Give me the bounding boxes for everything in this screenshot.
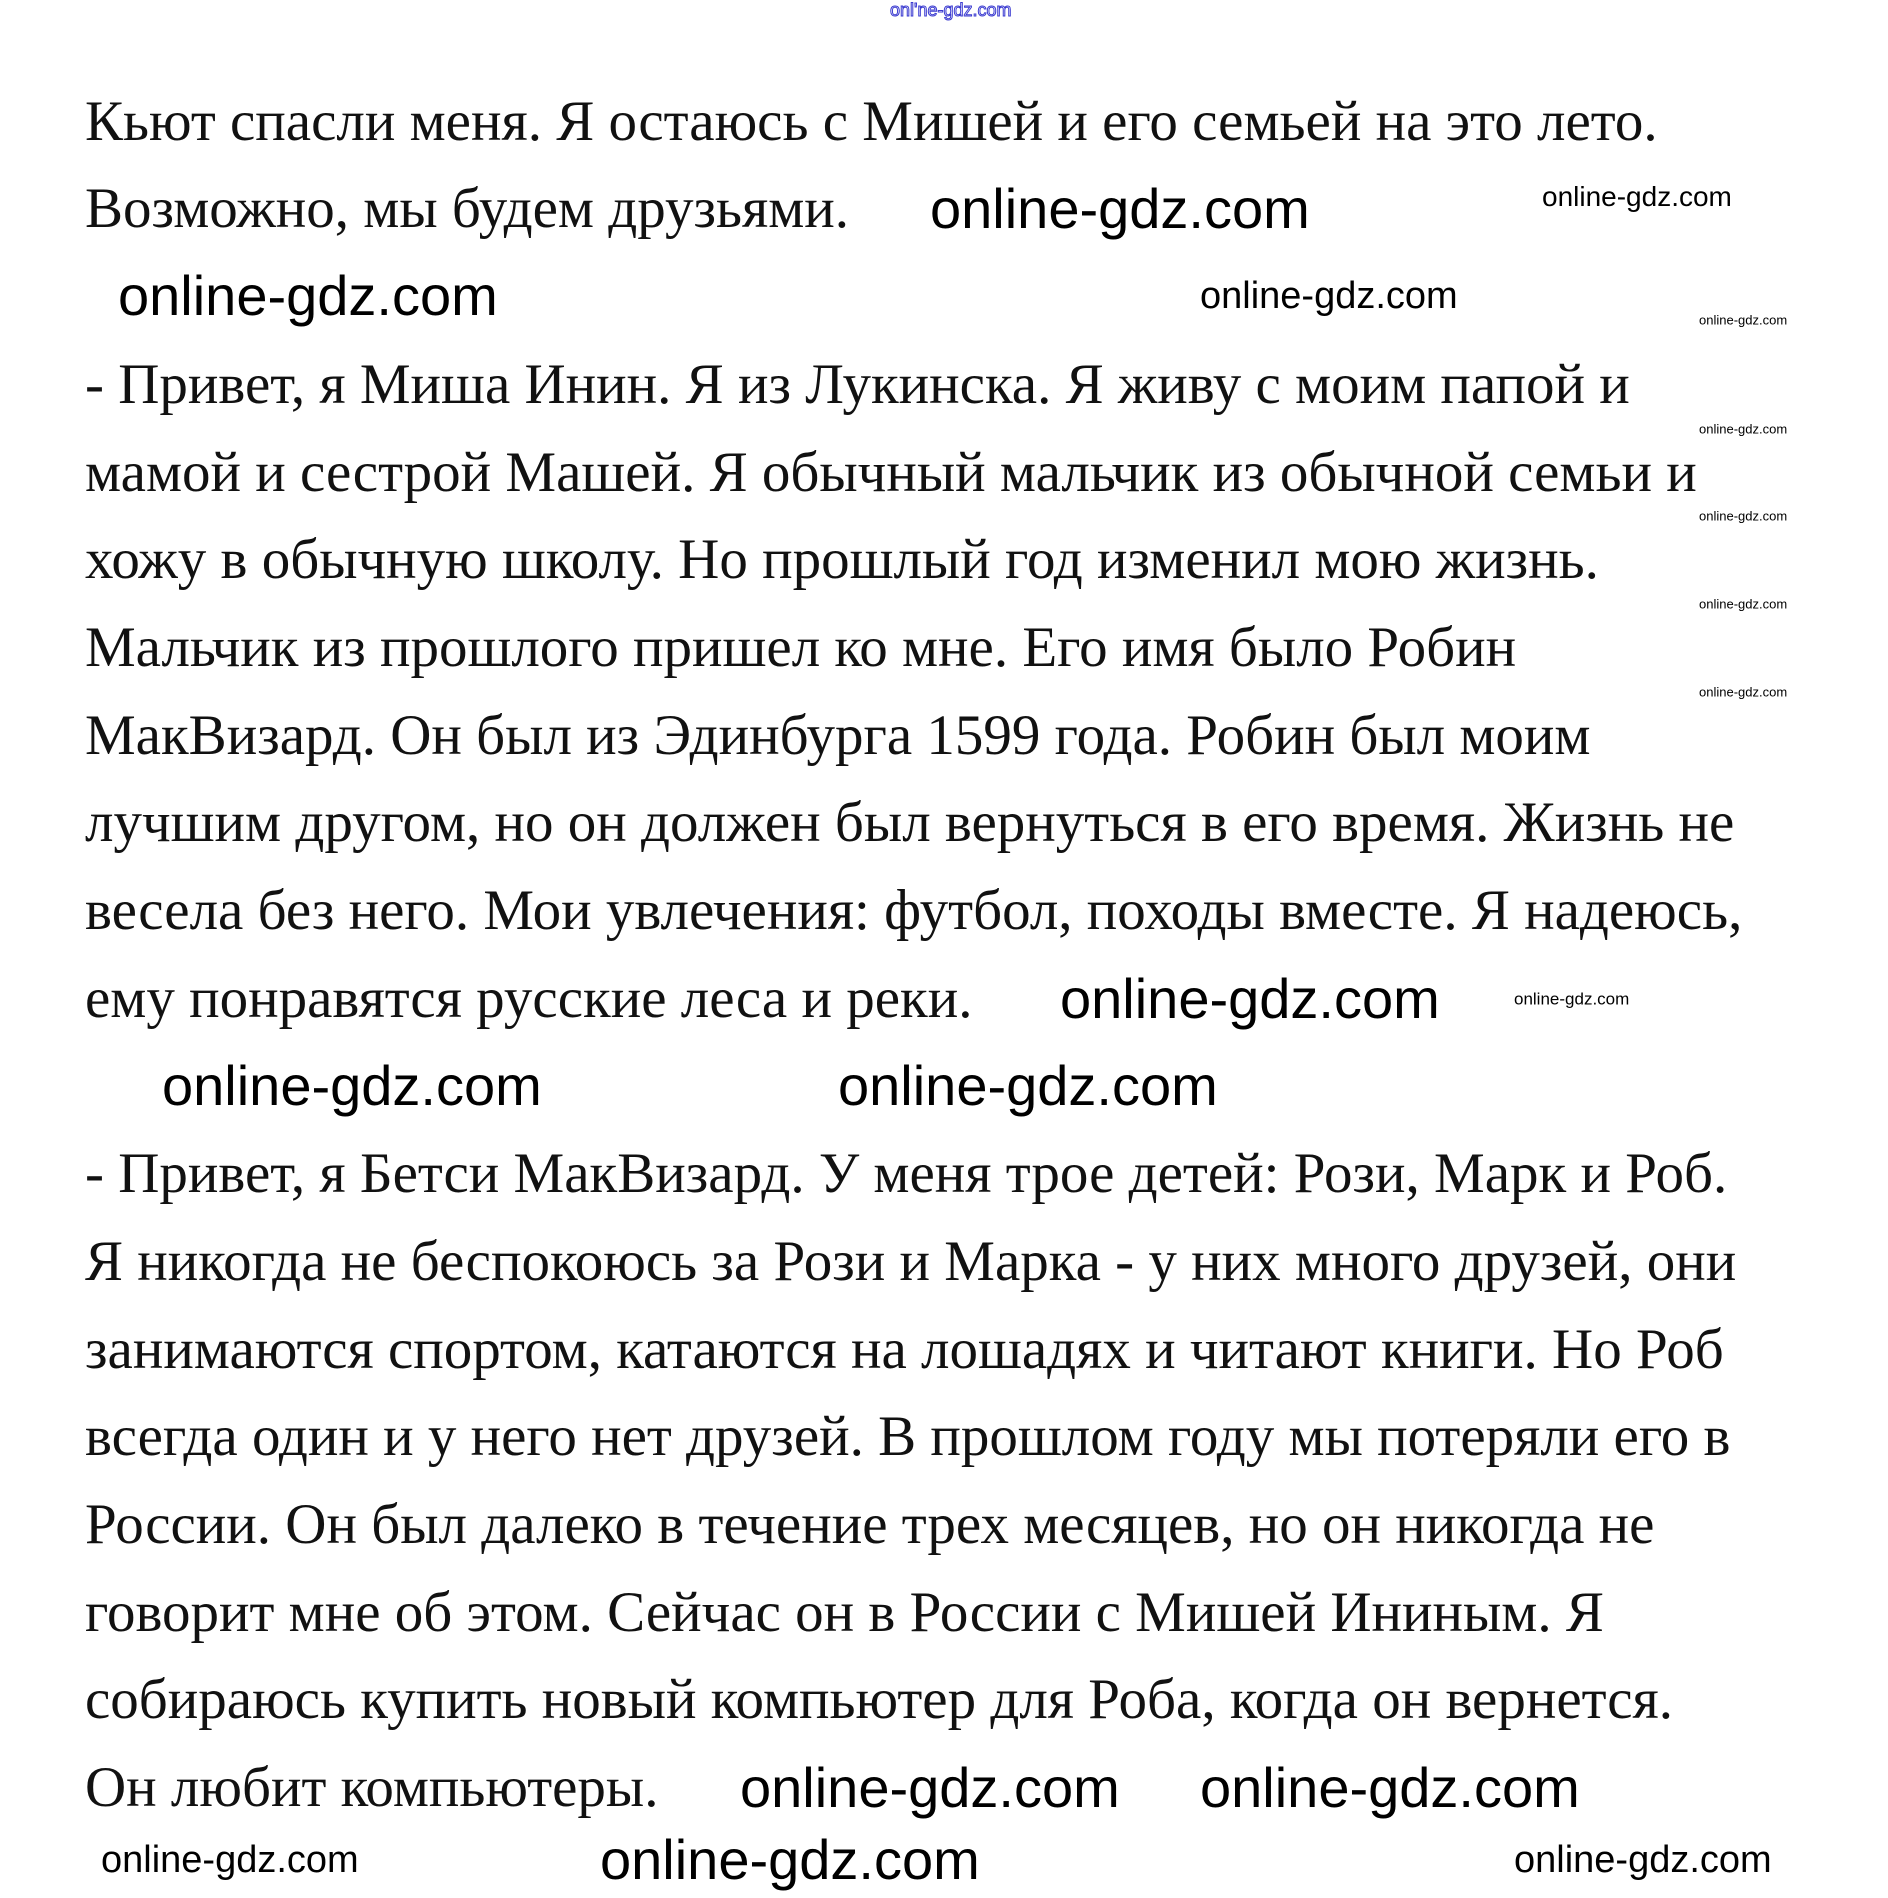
watermark: online-gdz.com: [1699, 596, 1788, 612]
watermark: online-gdz.com: [1699, 421, 1788, 437]
text-line: - Привет, я Бетси МакВизард. У меня трое детей: Рози, Марк и Роб.: [85, 1142, 1728, 1205]
watermark: online-gdz.com: [1699, 508, 1788, 524]
watermark: online-gdz.com: [1514, 989, 1630, 1009]
text-line: Возможно, мы будем друзьями.: [85, 177, 850, 240]
watermark: online-gdz.com: [1060, 967, 1440, 1030]
text-line: Мальчик из прошлого пришел ко мне. Его имя было Робин: [85, 616, 1517, 679]
watermark: online-gdz.com: [740, 1756, 1120, 1819]
text-line: собираюсь купить новый компьютер для Роба, когда он вернется.: [85, 1668, 1674, 1731]
text-line: хожу в обычную школу. Но прошлый год изменил мою жизнь.: [85, 528, 1599, 591]
text-line: лучшим другом, но он должен был вернуться в его время. Жизнь не: [85, 791, 1735, 854]
text-line: всегда один и у него нет друзей. В прошлом году мы потеряли его в: [85, 1405, 1731, 1468]
watermark: online-gdz.com: [162, 1054, 542, 1117]
watermark: online-gdz.com: [101, 1839, 359, 1881]
text-line: говорит мне об этом. Сейчас он в России с Мишей Ининым. Я: [85, 1581, 1604, 1644]
watermark: online-gdz.com: [1699, 312, 1788, 328]
watermark: online-gdz.com: [1699, 684, 1788, 700]
text-line: России. Он был далеко в течение трех месяцев, но он никогда не: [85, 1493, 1655, 1556]
text-line: Я никогда не беспокоюсь за Рози и Марка - у них много друзей, они: [85, 1230, 1737, 1293]
watermark: online-gdz.com: [1514, 1839, 1772, 1881]
text-line: МакВизард. Он был из Эдинбурга 1599 года. Робин был моим: [85, 704, 1591, 767]
text-line: занимаются спортом, катаются на лошадях и читают книги. Но Роб: [85, 1318, 1724, 1381]
text-line: Он любит компьютеры.: [85, 1756, 659, 1819]
watermark: online-gdz.com: [600, 1828, 980, 1891]
text-line: ему понравятся русские леса и реки.: [85, 967, 973, 1030]
text-line: - Привет, я Миша Инин. Я из Лукинска. Я живу с моим папой и: [85, 353, 1630, 416]
watermark: online-gdz.com: [1200, 1756, 1580, 1819]
watermark: online-gdz.com: [930, 177, 1310, 240]
watermark: online-gdz.com: [118, 264, 498, 327]
text-line: весела без него. Мои увлечения: футбол, походы вместе. Я надеюсь,: [85, 879, 1743, 942]
text-line: мамой и сестрой Машей. Я обычный мальчик из обычной семьи и: [85, 441, 1697, 504]
watermark: online-gdz.com: [1542, 181, 1732, 212]
watermark-top: onl'ne-gdz.com: [890, 0, 1012, 20]
watermark: online-gdz.com: [1200, 275, 1458, 317]
watermark: online-gdz.com: [838, 1054, 1218, 1117]
text-line: Кьют спасли меня. Я остаюсь с Мишей и его семьей на это лето.: [85, 90, 1658, 153]
